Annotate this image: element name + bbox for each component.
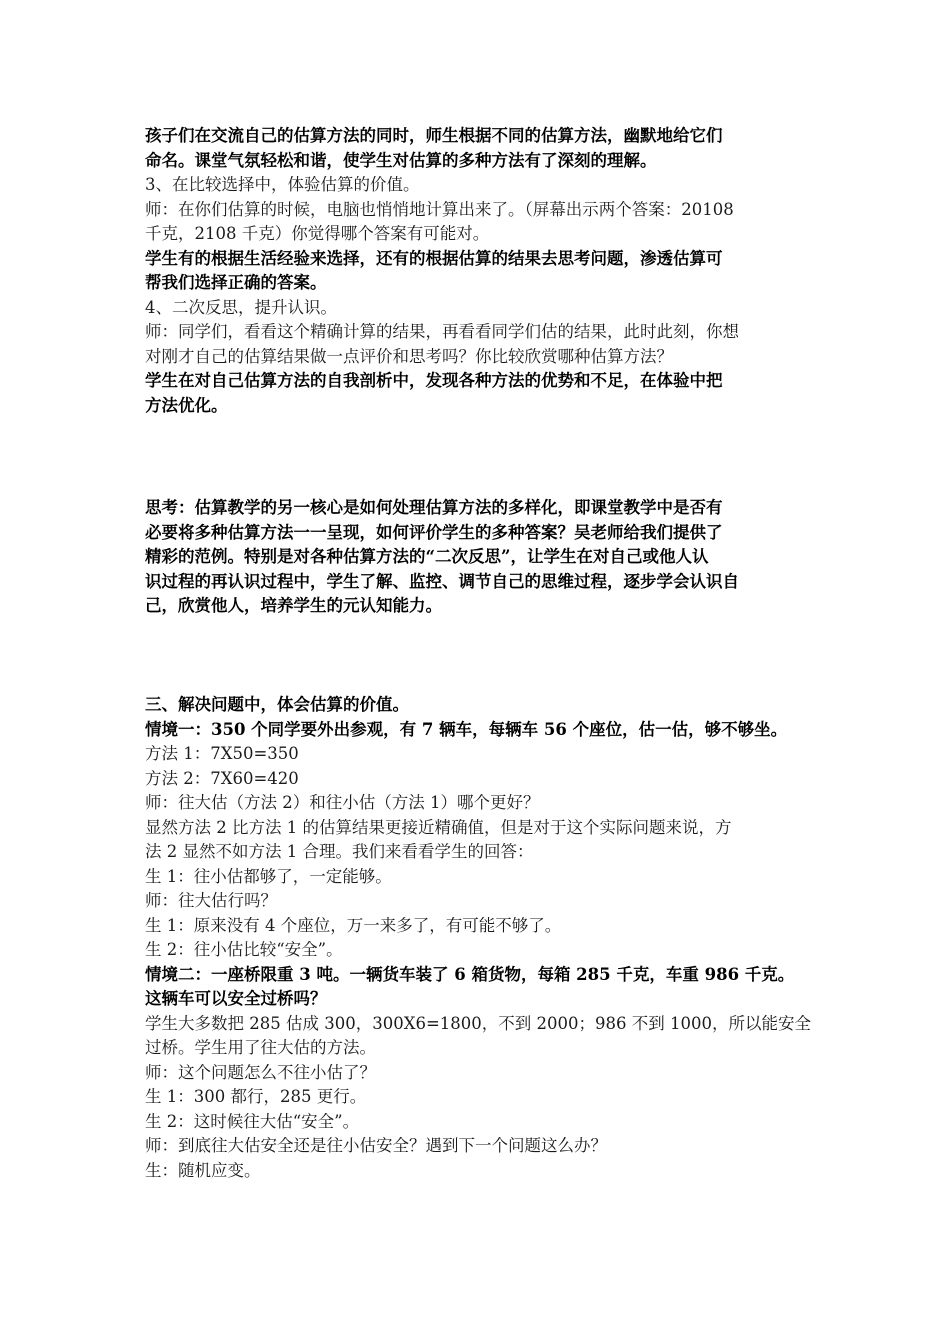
bold-text-line: 精彩的范例。特别是对各种估算方法的“二次反思”，让学生在对自己或他人认 [145, 547, 709, 566]
text-line: 师：到底往大估安全还是往小估安全？遇到下一个问题这么办？ [145, 1136, 607, 1155]
text-line: 生：随机应变。 [145, 1160, 261, 1180]
text-line: 师：往大估行吗？ [145, 891, 277, 910]
text-line: 学生大多数把 285 估成 300，300X6=1800，不到 2000；986 不到 1000，所以能安全 [145, 1013, 811, 1033]
text-line: 生 2：这时候往大估“安全”。 [145, 1111, 360, 1131]
text-line: 方法 2：7X60=420 [145, 768, 299, 788]
bold-text-line: 情境一：350 个同学要外出参观，有 7 辆车，每辆车 56 个座位，估一估，够不够坐。 [145, 719, 788, 739]
paragraph-group-problem-solving [145, 693, 813, 1183]
text-line: 对刚才自己的估算结果做一点评价和思考吗？你比较欣赏哪种估算方法？ [145, 346, 673, 366]
text-line: 过桥。学生用了往大估的方法。 [145, 1038, 376, 1057]
text-line: 师：同学们，看看这个精确计算的结果，再看看同学们估的结果，此时此刻，你想 [145, 322, 739, 341]
bold-text-line: 必要将多种估算方法一一呈现，如何评价学生的多种答案？吴老师给我们提供了 [145, 522, 723, 542]
text-line: 生 1：往小估都够了，一定能够。 [145, 866, 392, 886]
bold-text-line: 三、解决问题中，体会估算的价值。 [145, 695, 409, 714]
text-line: 生 2：往小估比较“安全”。 [145, 940, 343, 959]
bold-text-line: 学生有的根据生活经验来选择，还有的根据估算的结果去思考问题，渗透估算可 [145, 248, 723, 268]
text-line: 方法 1：7X50=350 [145, 744, 299, 763]
bold-text-line: 思考：估算教学的另一核心是如何处理估算方法的多样化，即课堂教学中是否有 [145, 498, 723, 517]
bold-text-line: 识过程的再认识过程中，学生了解、监控、调节自己的思维过程，逐步学会认识自 [145, 571, 739, 591]
bold-text-line: 方法优化。 [145, 395, 228, 415]
text-line: 法 2 显然不如方法 1 合理。我们来看看学生的回答： [145, 842, 534, 861]
text-line: 显然方法 2 比方法 1 的估算结果更接近精确值，但是对于这个实际问题来说，方 [145, 817, 732, 837]
text-line: 生 1：300 都行，285 更行。 [145, 1087, 367, 1106]
bold-text-line: 情境二：一座桥限重 3 吨。一辆货车装了 6 箱货物，每箱 285 千克，车重 986 千克。 [145, 964, 795, 984]
text-line: 4、二次反思，提升认识。 [145, 297, 337, 317]
paragraph-group-reflection [145, 496, 813, 619]
text-line: 千克，2108 千克）你觉得哪个答案有可能对。 [145, 224, 490, 243]
text-line: 师：这个问题怎么不往小估了？ [145, 1062, 376, 1082]
text-line: 3、在比较选择中，体验估算的价值。 [145, 175, 420, 194]
text-line: 生 1：原来没有 4 个座位，万一来多了，有可能不够了。 [145, 915, 562, 935]
bold-text-line: 孩子们在交流自己的估算方法的同时，师生根据不同的估算方法，幽默地给它们 [145, 126, 723, 145]
bold-text-line: 帮我们选择正确的答案。 [145, 273, 327, 292]
text-line: 师：在你们估算的时候，电脑也悄悄地计算出来了。（屏幕出示两个答案：20108 [145, 199, 734, 219]
text-line: 师：往大估（方法 2）和往小估（方法 1）哪个更好？ [145, 793, 540, 812]
bold-text-line: 学生在对自己估算方法的自我剖析中，发现各种方法的优势和不足，在体验中把 [145, 371, 723, 390]
paragraph-group-comparison [145, 124, 813, 418]
bold-text-line: 己，欣赏他人，培养学生的元认知能力。 [145, 596, 442, 615]
bold-text-line: 这辆车可以安全过桥吗？ [145, 989, 327, 1008]
bold-text-line: 命名。课堂气氛轻松和谐，使学生对估算的多种方法有了深刻的理解。 [145, 150, 657, 170]
